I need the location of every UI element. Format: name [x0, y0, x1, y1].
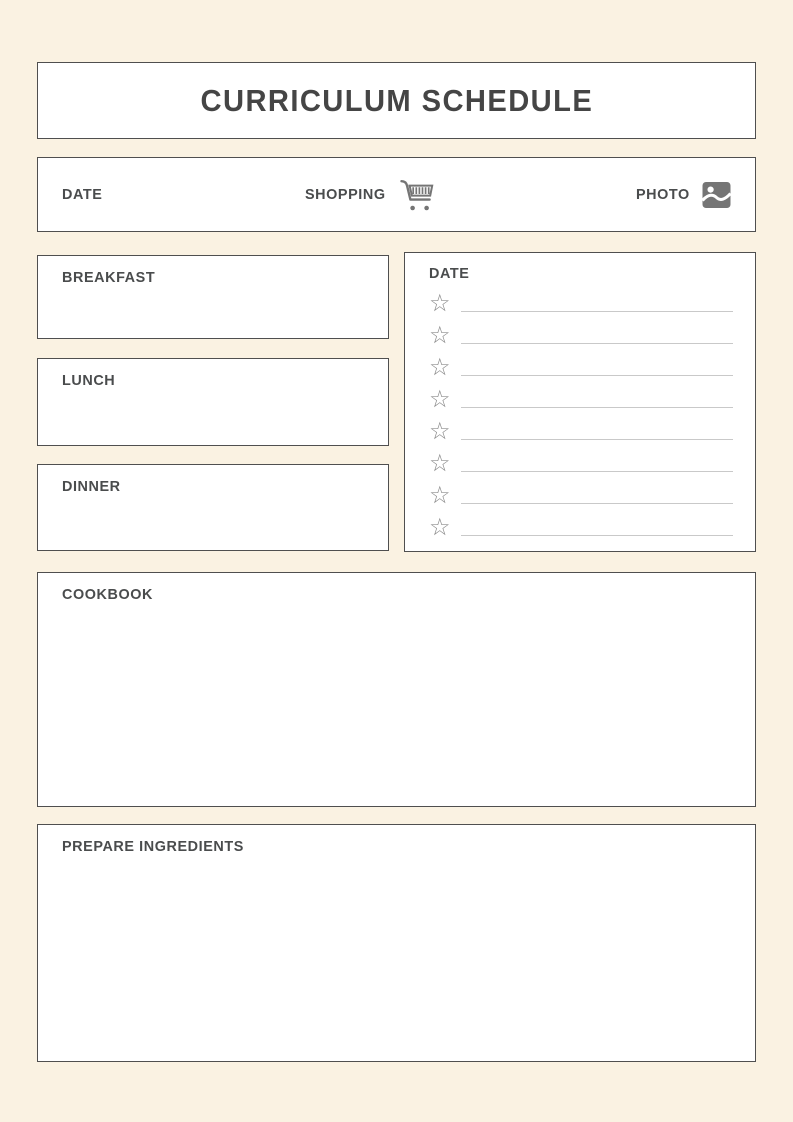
photo-label: PHOTO	[635, 186, 690, 203]
photo-field	[636, 181, 731, 209]
page-title: CURRICULUM SCHEDULE	[200, 82, 593, 118]
write-line	[461, 535, 733, 536]
write-line	[461, 503, 733, 504]
write-line	[461, 439, 733, 440]
star-icon: ☆	[429, 353, 451, 381]
dinner-section	[37, 464, 389, 551]
info-bar-panel	[37, 157, 756, 232]
write-line	[461, 375, 733, 376]
checklist-row	[429, 477, 733, 509]
date-checklist-heading: DATE	[429, 265, 470, 282]
star-icon: ☆	[429, 321, 451, 349]
photo-image-icon	[702, 181, 731, 209]
checklist-row	[429, 445, 733, 477]
checklist-row	[429, 349, 733, 381]
checklist-row	[429, 509, 733, 541]
breakfast-label: BREAKFAST	[62, 269, 156, 286]
write-line	[461, 343, 733, 344]
checklist-row	[429, 381, 733, 413]
lunch-label: LUNCH	[62, 372, 116, 389]
lunch-section	[37, 358, 389, 446]
dinner-label: DINNER	[62, 478, 121, 495]
date-checklist-rows	[429, 285, 733, 541]
prepare-ingredients-section	[37, 824, 756, 1062]
shopping-label: SHOPPING	[305, 186, 386, 203]
prepare-ingredients-label: PREPARE INGREDIENTS	[62, 838, 244, 855]
date-field	[62, 186, 104, 203]
checklist-row	[429, 285, 733, 317]
date-label: DATE	[62, 186, 103, 203]
breakfast-section	[37, 255, 389, 339]
star-icon: ☆	[429, 289, 451, 317]
star-icon: ☆	[429, 513, 451, 541]
title-panel	[37, 62, 756, 139]
star-icon: ☆	[429, 449, 451, 477]
star-icon: ☆	[429, 417, 451, 445]
shopping-cart-icon	[399, 178, 435, 212]
checklist-row	[429, 413, 733, 445]
checklist-row	[429, 317, 733, 349]
date-checklist-section	[404, 252, 756, 552]
star-icon: ☆	[429, 481, 451, 509]
write-line	[461, 471, 733, 472]
write-line	[461, 311, 733, 312]
write-line	[461, 407, 733, 408]
star-icon: ☆	[429, 385, 451, 413]
cookbook-section	[37, 572, 756, 807]
cookbook-label: COOKBOOK	[62, 586, 154, 603]
shopping-field	[305, 178, 435, 212]
